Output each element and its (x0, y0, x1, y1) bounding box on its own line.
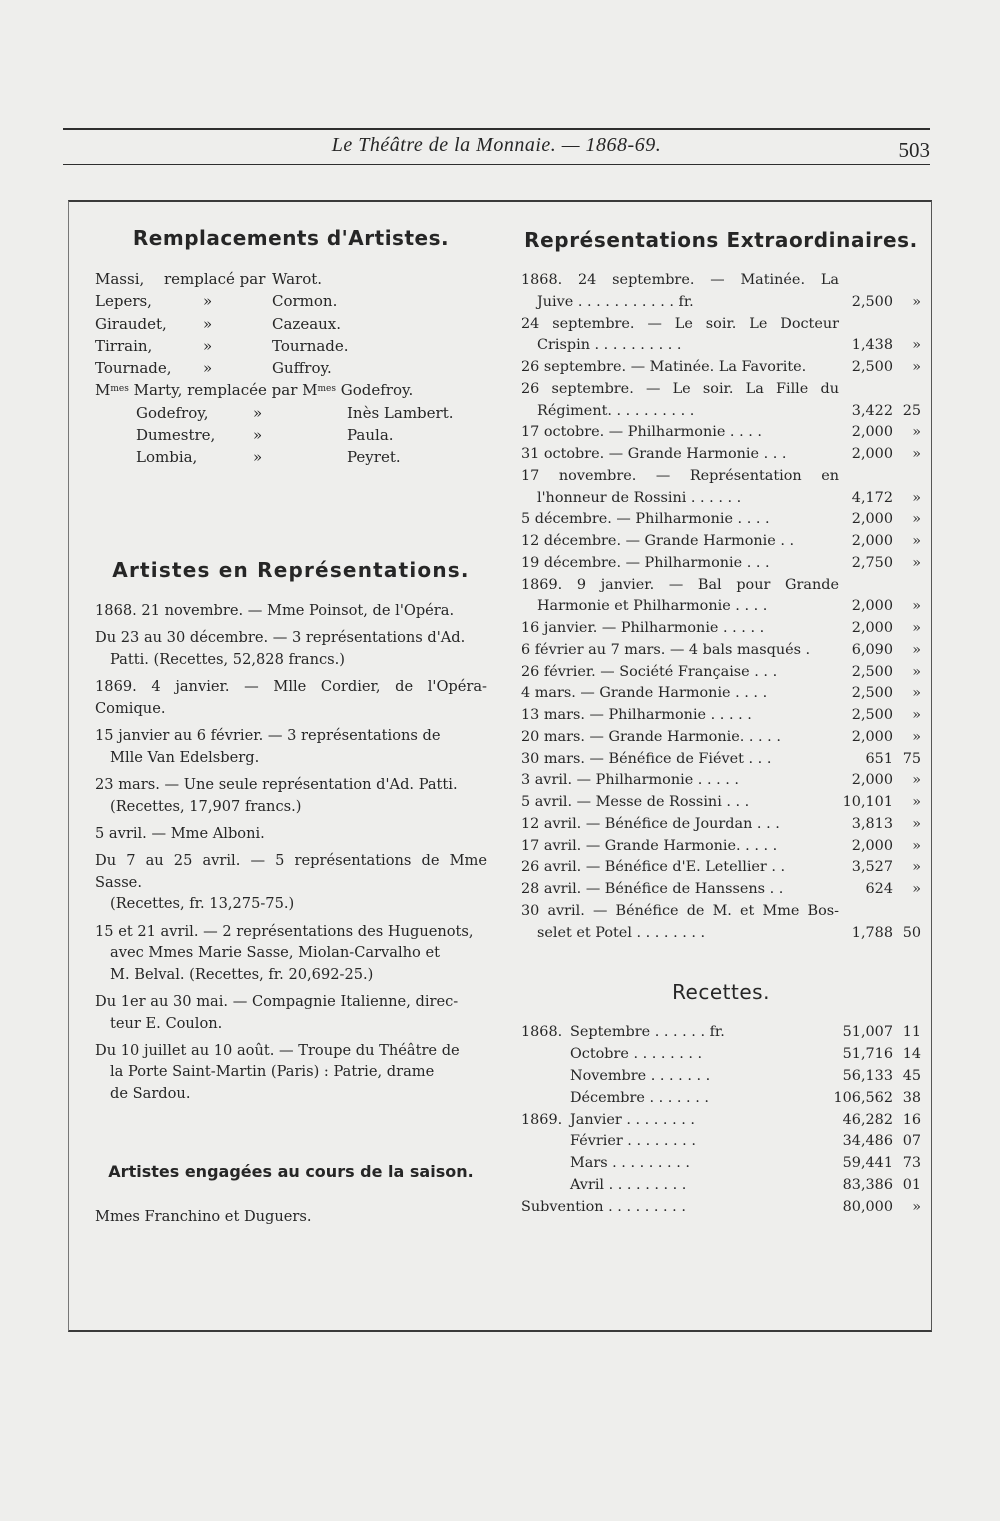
artiste-entry-cont: Mlle Van Edelsberg. (110, 748, 260, 766)
extra-cents: 75 (902, 750, 921, 767)
recette-cents: 38 (902, 1089, 921, 1106)
extra-label: 30 avril. — Bénéfice de M. et Mme Bos- (521, 902, 839, 919)
extra-amount: 2,000 (851, 837, 893, 854)
extra-row (521, 509, 921, 531)
intro-sup2: mes (317, 384, 336, 395)
artiste-entry-line: Du 1er au 30 mai. — Compagnie Italienne, direc- (95, 993, 459, 1010)
extra-row (521, 770, 921, 792)
recette-month: Novembre . . . . . . . (570, 1067, 711, 1084)
extra-label: 24 septembre. — Le soir. Le Docteur (521, 315, 839, 332)
recette-cents: 45 (902, 1067, 921, 1084)
extra-amount: 2,500 (851, 707, 893, 723)
extra-amount: 3,422 (851, 402, 893, 419)
extra-label: selet et Potel . . . . . . . . (537, 924, 706, 941)
extra-cents: » (912, 598, 921, 615)
remplacement-row (95, 313, 487, 335)
replaced-artist: Lombia, (136, 448, 198, 467)
extra-title: Représentations Extraordinaires. (524, 228, 918, 252)
artiste-entry-cont: Patti. (Recettes, 52,828 francs.) (110, 650, 345, 668)
extra-amount: 3,813 (851, 815, 893, 832)
extra-cents: » (912, 554, 921, 571)
extra-amount: 2,500 (851, 359, 893, 375)
engagees-text: Mmes Franchino et Duguers. (95, 1208, 312, 1225)
extra-row (521, 488, 921, 510)
extra-row (521, 640, 921, 662)
extra-cents: » (912, 293, 921, 310)
extra-label: 3 avril. — Philharmonie . . . . . (521, 772, 739, 789)
extra-row (521, 923, 921, 945)
replaced-artist: Dumestre, (136, 426, 216, 445)
extra-amount: 2,000 (851, 446, 893, 462)
extra-row (521, 575, 921, 597)
extra-cents: » (912, 620, 921, 636)
artiste-entry-cont: (Recettes, 17,907 francs.) (110, 797, 302, 815)
extra-amount: 2,000 (851, 728, 893, 745)
artiste-entry (95, 725, 487, 768)
artiste-entry-line: Du 7 au 25 avril. — 5 représentations de Mme Sasse. (95, 852, 487, 891)
extra-label: 1868. 24 septembre. — Matinée. La (521, 272, 839, 288)
extra-label: 17 novembre. — Représentation en (521, 467, 839, 484)
extra-amount: 624 (865, 881, 893, 897)
extra-cents: » (912, 359, 921, 375)
extra-amount: 2,500 (851, 685, 893, 702)
extra-label: 31 octobre. — Grande Harmonie . . . (521, 446, 787, 462)
artiste-entry-line: 5 avril. — Mme Alboni. (95, 824, 265, 842)
extra-amount: 2,750 (851, 554, 893, 571)
page-header (63, 128, 930, 168)
extra-cents: » (912, 772, 921, 789)
extra-row (521, 814, 921, 836)
extra-amount: 2,000 (851, 424, 893, 441)
extra-row (521, 727, 921, 749)
artiste-entry-cont: teur E. Coulon. (110, 1014, 223, 1032)
extra-row (521, 292, 921, 314)
extra-label: 6 février au 7 mars. — 4 bals masqués . (521, 641, 811, 658)
extra-label: 28 avril. — Bénéfice de Hanssens . . (521, 881, 784, 897)
extra-label: 5 avril. — Messe de Rossini . . . (521, 794, 750, 810)
content-frame (68, 200, 932, 1332)
extra-amount: 2,500 (851, 663, 893, 680)
extra-amount: 651 (865, 750, 893, 767)
extra-amount: 3,527 (851, 859, 893, 876)
extra-cents: » (912, 337, 921, 354)
extra-label: 26 septembre. — Le soir. La Fille du (521, 380, 839, 397)
recette-cents: » (912, 1199, 921, 1216)
extra-row (521, 466, 921, 488)
artiste-entry-line: 1869. 4 janvier. — Mlle Cordier, de l'Opéra-Comique. (95, 678, 487, 717)
extra-cents: » (912, 837, 921, 854)
extra-label: 26 février. — Société Française . . . (521, 663, 778, 680)
replacement-artist: Warot. (272, 270, 323, 288)
recette-month: Subvention . . . . . . . . . (521, 1199, 686, 1216)
remplacement-row (95, 446, 487, 468)
extra-cents: » (912, 511, 921, 528)
engagees-title: Artistes engagées au cours de la saison. (108, 1162, 474, 1181)
extra-label: 19 décembre. — Philharmonie . . . (521, 554, 770, 571)
artistes-list (95, 600, 487, 1110)
artiste-entry (95, 676, 487, 719)
extra-row (521, 357, 921, 379)
recettes-list (521, 1022, 921, 1219)
extra-row (521, 401, 921, 423)
remplacement-row (95, 268, 487, 290)
artiste-entry-cont: M. Belval. (Recettes, fr. 20,692-25.) (110, 965, 374, 983)
replaced-by: » (253, 448, 263, 467)
extra-row (521, 553, 921, 575)
artiste-entry-cont: avec Mmes Marie Sasse, Miolan-Carvalho et (110, 944, 440, 962)
recette-month: Décembre . . . . . . . (570, 1089, 709, 1106)
recette-month: Septembre . . . . . . fr. (570, 1024, 725, 1040)
extra-amount: 2,500 (851, 293, 893, 310)
recettes-title: Recettes. (672, 980, 770, 1004)
extra-cents: » (912, 859, 921, 876)
remplacement-row (95, 402, 487, 424)
artiste-entry (95, 1040, 487, 1105)
artiste-entry-line: 23 mars. — Une seule représentation d'Ad. Patti. (95, 775, 458, 793)
remplacements-list (95, 268, 487, 469)
extra-row (521, 836, 921, 858)
artiste-entry-line: Du 23 au 30 décembre. — 3 représentations d'Ad. (95, 629, 466, 647)
extra-row (521, 379, 921, 401)
remplacement-row (95, 335, 487, 357)
extra-row (521, 596, 921, 618)
extra-row (521, 683, 921, 705)
recette-cents: 14 (902, 1045, 921, 1062)
extra-label: 1869. 9 janvier. — Bal pour Grande (521, 576, 839, 593)
recette-row (521, 1197, 921, 1219)
extra-label: 17 avril. — Grande Harmonie. . . . . (521, 837, 778, 854)
replaced-by: » (203, 292, 213, 311)
replaced-by: » (253, 403, 263, 422)
extra-cents: » (912, 446, 921, 462)
extra-label: l'honneur de Rossini . . . . . . (537, 489, 742, 506)
extra-label: 16 janvier. — Philharmonie . . . . . (521, 620, 765, 636)
extra-cents: » (912, 685, 921, 702)
extra-amount: 1,438 (851, 337, 893, 354)
artiste-entry (95, 627, 487, 670)
extra-label: 5 décembre. — Philharmonie . . . . (521, 511, 770, 528)
recette-amount: 56,133 (842, 1067, 893, 1084)
recette-row (521, 1044, 921, 1066)
extra-label: Régiment. . . . . . . . . . (537, 402, 695, 419)
recette-month: Janvier . . . . . . . . (570, 1111, 695, 1128)
artiste-entry (95, 921, 487, 986)
recette-amount: 59,441 (842, 1155, 893, 1172)
extra-row (521, 705, 921, 727)
extra-label: Juive . . . . . . . . . . . fr. (537, 293, 694, 310)
replaced-artist: Godefroy, (136, 403, 209, 422)
recette-amount: 83,386 (842, 1177, 893, 1194)
extra-cents: » (912, 728, 921, 745)
intro-post: Godefroy. (336, 381, 414, 400)
intro-pre: M (95, 381, 111, 400)
extra-cents: 25 (902, 402, 921, 419)
replaced-by: » (203, 314, 213, 333)
recette-row (521, 1066, 921, 1088)
extra-label: 4 mars. — Grande Harmonie . . . . (521, 685, 768, 702)
extra-row (521, 335, 921, 357)
recette-amount: 106,562 (833, 1089, 893, 1106)
remplacement-row (95, 357, 487, 379)
extra-amount: 10,101 (842, 794, 893, 810)
remplacements-intro (95, 379, 487, 401)
extra-row (521, 857, 921, 879)
running-head: Le Théâtre de la Monnaie. — 1868-69. (331, 134, 662, 156)
extra-cents: » (912, 707, 921, 723)
replaced-artist: Tournade, (95, 359, 172, 378)
extra-cents: » (912, 641, 921, 658)
artiste-entry-line: 1868. 21 novembre. — Mme Poinsot, de l'Opéra. (95, 602, 455, 619)
recette-row (521, 1153, 921, 1175)
replaced-artist: Lepers, (95, 292, 152, 311)
recette-cents: 07 (902, 1133, 921, 1150)
recette-row (521, 1131, 921, 1153)
extra-amount: 2,000 (851, 620, 893, 636)
extra-cents: » (912, 424, 921, 441)
extra-cents: » (912, 881, 921, 897)
artiste-entry (95, 774, 487, 817)
replacement-artist: Inès Lambert. (347, 403, 454, 422)
extra-label: Crispin . . . . . . . . . . (537, 337, 682, 354)
replaced-by: remplacé par (164, 270, 266, 288)
recette-year: 1868. (521, 1024, 563, 1040)
extra-cents: » (912, 533, 921, 549)
artiste-entry-line: Du 10 juillet au 10 août. — Troupe du Théâtre de (95, 1041, 460, 1059)
extra-row (521, 901, 921, 923)
extra-row (521, 618, 921, 640)
extra-row (521, 422, 921, 444)
extra-label: 26 septembre. — Matinée. La Favorite. (521, 359, 807, 375)
replacement-artist: Cazeaux. (272, 314, 342, 333)
artiste-entry-cont: la Porte Saint-Martin (Paris) : Patrie, drame (110, 1063, 435, 1081)
recette-cents: 11 (902, 1024, 921, 1040)
extra-label: 26 avril. — Bénéfice d'E. Letellier . . (521, 859, 786, 876)
recette-amount: 46,282 (842, 1111, 893, 1128)
intro-sup: mes (110, 384, 129, 395)
extra-amount: 2,000 (851, 598, 893, 615)
artiste-entry (95, 991, 487, 1034)
extra-amount: 1,788 (851, 924, 893, 941)
extra-cents: » (912, 815, 921, 832)
extra-label: 30 mars. — Bénéfice de Fiévet . . . (521, 750, 772, 767)
recette-amount: 80,000 (842, 1199, 893, 1216)
extra-row (521, 314, 921, 336)
recette-month: Avril . . . . . . . . . (570, 1177, 687, 1194)
remplacement-row (95, 424, 487, 446)
extra-list (521, 270, 921, 944)
recette-month: Février . . . . . . . . (570, 1133, 696, 1150)
artiste-entry (95, 600, 487, 622)
replaced-by: » (253, 426, 263, 445)
recette-row (521, 1088, 921, 1110)
replacement-artist: Peyret. (347, 448, 401, 467)
replaced-by: » (203, 336, 213, 355)
extra-cents: 50 (902, 924, 921, 941)
extra-amount: 2,000 (851, 533, 893, 549)
extra-row (521, 879, 921, 901)
replaced-artist: Massi, (95, 270, 145, 288)
recette-amount: 34,486 (842, 1133, 893, 1150)
recette-row (521, 1022, 921, 1044)
replacement-artist: Guffroy. (272, 359, 332, 378)
extra-row (521, 662, 921, 684)
intro-mid: Marty, remplacée par M (128, 381, 318, 400)
artiste-entry (95, 850, 487, 915)
recette-month: Mars . . . . . . . . . (570, 1155, 690, 1172)
replacement-artist: Cormon. (272, 292, 338, 311)
artiste-entry-line: 15 et 21 avril. — 2 représentations des Huguenots, (95, 922, 474, 940)
artistes-title: Artistes en Représentations. (112, 558, 470, 582)
replaced-artist: Giraudet, (95, 314, 167, 333)
header-rule-bottom (63, 164, 930, 165)
left-column (95, 202, 487, 1330)
extra-amount: 2,000 (851, 772, 893, 789)
extra-row (521, 749, 921, 771)
extra-label: 13 mars. — Philharmonie . . . . . (521, 707, 752, 723)
recette-row (521, 1175, 921, 1197)
remplacements-title: Remplacements d'Artistes. (132, 226, 450, 250)
recette-row (521, 1110, 921, 1132)
extra-row (521, 531, 921, 553)
recette-cents: 73 (902, 1155, 921, 1172)
recette-amount: 51,007 (842, 1024, 893, 1040)
artiste-entry-cont: de Sardou. (110, 1085, 191, 1103)
extra-label: 17 octobre. — Philharmonie . . . . (521, 424, 762, 441)
replacement-artist: Tournade. (272, 336, 349, 355)
artiste-entry-cont: (Recettes, fr. 13,275-75.) (110, 895, 295, 913)
extra-cents: » (912, 489, 921, 506)
remplacement-row (95, 290, 487, 312)
recette-year: 1869. (521, 1111, 563, 1128)
replaced-artist: Tirrain, (95, 336, 153, 355)
recette-cents: 01 (902, 1177, 921, 1194)
extra-label: Harmonie et Philharmonie . . . . (537, 598, 768, 615)
extra-cents: » (912, 663, 921, 680)
recette-cents: 16 (902, 1111, 921, 1128)
extra-amount: 4,172 (851, 489, 893, 506)
page-number: 503 (898, 138, 930, 162)
extra-row (521, 270, 921, 292)
recette-amount: 51,716 (842, 1045, 893, 1062)
extra-cents: » (912, 794, 921, 810)
artiste-entry-line: 15 janvier au 6 février. — 3 représentations de (95, 727, 441, 745)
extra-amount: 2,000 (851, 511, 893, 528)
extra-label: 12 décembre. — Grande Harmonie . . (521, 533, 795, 549)
extra-label: 20 mars. — Grande Harmonie. . . . . (521, 728, 781, 745)
recette-month: Octobre . . . . . . . . (570, 1045, 703, 1062)
extra-row (521, 792, 921, 814)
extra-amount: 6,090 (851, 641, 893, 658)
extra-row (521, 444, 921, 466)
right-column (521, 202, 921, 1330)
replacement-artist: Paula. (347, 426, 394, 445)
replaced-by: » (203, 359, 213, 378)
artiste-entry (95, 823, 487, 845)
extra-label: 12 avril. — Bénéfice de Jourdan . . . (521, 815, 780, 832)
